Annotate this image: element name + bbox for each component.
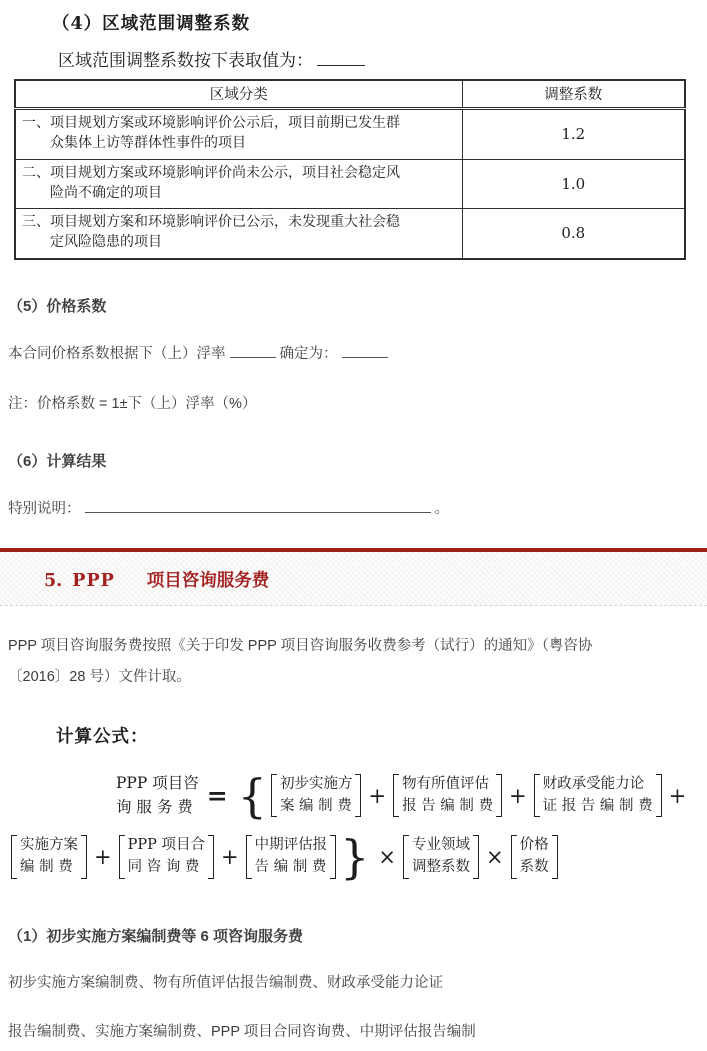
category-cell [15, 209, 462, 259]
formula-row-2 [10, 829, 693, 884]
heading-item1: （1）初步实施方案编制费等 6 项咨询服务费 [8, 927, 304, 945]
left-bracket [119, 835, 125, 879]
left-bracket [393, 774, 399, 818]
left-bracket [403, 835, 409, 879]
plus-sign: + [94, 844, 112, 869]
right-bracket [656, 774, 662, 818]
formula-term: 专业领域 调整系数 [403, 835, 479, 879]
category-line: 三、项目规划方案和环境影响评价已公示，未发现重大社会稳 [22, 214, 400, 231]
category-line: 一、项目规划方案或环境影响评价公示后，项目前期已发生群 [22, 115, 400, 131]
table-row [15, 159, 685, 209]
fill-in-blank [317, 50, 365, 66]
fill-in-blank [342, 344, 388, 358]
right-bracket [552, 835, 558, 879]
table-row [15, 109, 685, 160]
right-bracket [473, 835, 479, 879]
category-cell [15, 109, 462, 160]
fill-in-blank [85, 500, 431, 514]
coefficient-cell: 1.2 [462, 109, 685, 160]
section-calc-result [8, 450, 693, 521]
section-number: 5. [44, 571, 63, 592]
plus-sign: + [668, 783, 687, 808]
formula-term: 物有所值评估 报 告 编 制 费 [393, 774, 502, 818]
right-bracket [355, 774, 361, 818]
category-cell [15, 159, 462, 209]
plus-sign: + [221, 844, 239, 869]
fee-formula [8, 768, 693, 884]
equals-sign: = [206, 781, 228, 811]
column-header-category: 区域分类 [15, 80, 462, 109]
price-sentence-mid: 确定为： [279, 345, 338, 362]
left-bracket [246, 835, 252, 879]
formula-lhs: PPP 项目咨 询 服 务 费 [116, 774, 199, 816]
special-note [8, 499, 693, 521]
lead-sentence [58, 46, 693, 71]
formula-row-1 [116, 768, 693, 823]
category-line: 定风险隐患的项目 [50, 234, 162, 251]
heading-regional-coefficient: （4）区域范围调整系数 [52, 14, 251, 34]
table-row [15, 209, 685, 259]
plus-sign: + [509, 783, 527, 808]
table-header-row [15, 80, 685, 109]
price-note: 注：价格系数 = 1±下（上）浮率（%） [8, 395, 257, 412]
left-bracket [271, 774, 277, 818]
category-line: 险尚不确定的项目 [50, 184, 162, 201]
item1-line: 初步实施方案编制费、物有所值评估报告编制费、财政承受能力论证 [8, 974, 443, 991]
formula-term: 中期评估报 告 编 制 费 [246, 835, 337, 879]
left-bracket [534, 774, 540, 818]
price-sentence-prefix: 本合同价格系数根据下（上）浮率 [8, 345, 226, 362]
regional-coefficient-table [14, 79, 686, 260]
column-header-coefficient: 调整系数 [462, 80, 685, 109]
formula-term: 初步实施方 案 编 制 费 [271, 774, 362, 818]
coefficient-cell: 1.0 [462, 159, 685, 209]
formula-term: 价格 系数 [511, 835, 558, 879]
open-brace: { [237, 768, 267, 823]
section-item1 [8, 925, 693, 1044]
section-abbr: PPP [72, 571, 115, 592]
section-regional-coefficient [8, 10, 693, 260]
times-sign: × [378, 844, 396, 869]
intro-line: PPP 项目咨询服务费按照《关于印发 PPP 项目咨询服务收费参考（试行）的通知》（粤咨协 [8, 638, 593, 655]
left-bracket [511, 835, 517, 879]
heading-price-coefficient: （5）价格系数 [8, 297, 107, 315]
formula-term: 财政承受能力论 证 报 告 编 制 费 [534, 774, 662, 818]
category-line: 众集体上访等群体性事件的项目 [50, 135, 246, 152]
fill-in-blank [230, 344, 276, 358]
intro-line: 〔2016〕28 号）文件计取。 [8, 669, 191, 686]
coefficient-cell: 0.8 [462, 209, 685, 259]
price-sentence [8, 344, 693, 366]
lead-text: 区域范围调整系数按下表取值为： [58, 51, 313, 71]
heading-calc-result: （6）计算结果 [8, 453, 107, 471]
right-bracket [496, 774, 502, 818]
times-sign: × [486, 844, 504, 869]
special-note-label: 特别说明： [8, 501, 81, 518]
right-bracket [81, 835, 87, 879]
formula-term: 实施方案 编 制 费 [11, 835, 87, 879]
close-brace: } [340, 829, 370, 884]
section-header-ppp-fee [0, 548, 707, 606]
section-title: 项目咨询服务费 [146, 571, 270, 592]
section-price-coefficient [8, 295, 693, 416]
sentence-end: 。 [434, 501, 450, 518]
left-bracket [11, 835, 17, 879]
plus-sign: + [368, 783, 387, 808]
item1-line: 报告编制费、实施方案编制费、PPP 项目合同咨询费、中期评估报告编制 [8, 1023, 476, 1040]
category-line: 二、项目规划方案或环境影响评价尚未公示，项目社会稳定风 [22, 164, 400, 181]
formula-term: PPP 项目合 同 咨 询 费 [119, 835, 214, 879]
heading-formula: 计算公式： [56, 727, 149, 748]
ppp-intro-paragraph [8, 631, 693, 693]
right-bracket [330, 835, 336, 879]
right-bracket [208, 835, 214, 879]
